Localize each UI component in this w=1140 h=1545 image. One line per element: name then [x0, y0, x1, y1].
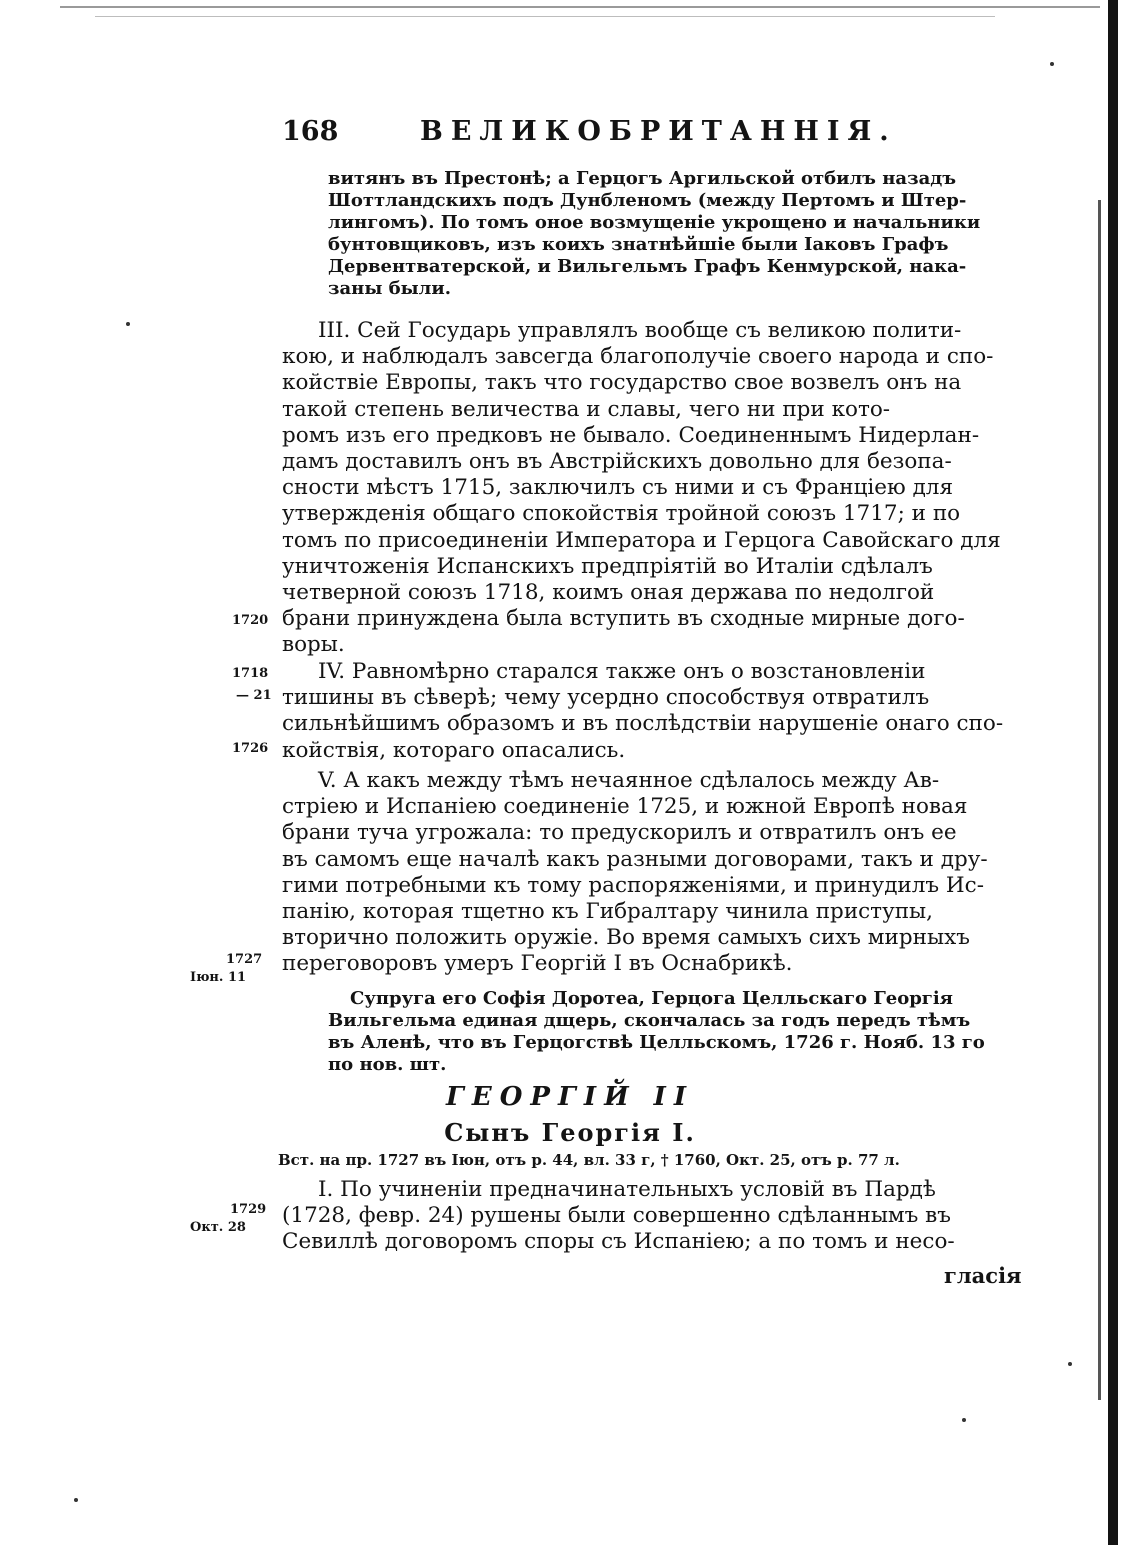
paragraph-line: (1728, февр. 24) рушены были совершенно сдѣланнымъ въ [282, 1203, 951, 1229]
paragraph-line: вторично положить оружiе. Во время самыхъ сихъ мирныхъ [282, 925, 970, 951]
paragraph-line: койствiе Европы, такъ что государство свое возвелъ онъ на [282, 370, 962, 396]
paragraph-line: брани принуждена была вступить въ сходные мирные дого- [282, 606, 965, 632]
reign-dates-line: Вст. на пр. 1727 въ Iюн, отъ р. 44, вл. 33 г, † 1760, Окт. 25, отъ р. 77 л. [278, 1151, 900, 1169]
section-subtitle: Сынъ Георгiя I. [444, 1118, 696, 1147]
margin-year-21: — 21 [236, 688, 272, 703]
paragraph-line: тишины въ сѣверѣ; чему усердно способствуя отвратилъ [282, 685, 930, 711]
paragraph-line: V. А какъ между тѣмъ нечаянное сдѣлалось между Ав- [318, 768, 940, 793]
top-border-rule [60, 6, 1100, 8]
section-title: ГЕОРГIЙ II [445, 1082, 695, 1112]
note-top [328, 168, 1028, 300]
note-bottom-line: по нов. шт. [328, 1054, 447, 1075]
note-top-line: витянъ въ Престонѣ; а Герцогъ Аргильской отбилъ назадъ [328, 168, 957, 189]
page-edge [1108, 0, 1118, 1545]
paragraph-line: панiю, которая тщетно къ Гибралтару чинила приступы, [282, 899, 934, 925]
margin-year-1718: 1718 [232, 666, 269, 681]
paragraph-5 [282, 768, 1028, 978]
paragraph-1 [282, 1177, 1028, 1256]
page-number: 168 [282, 116, 339, 147]
paragraph-line: утвержденiя общаго спокойствiя тройной союзъ 1717; и по [282, 501, 961, 527]
scan-speck [962, 1418, 966, 1422]
scan-speck [1068, 1362, 1072, 1366]
paragraph-line: III. Сей Государь управлялъ вообще съ великою полити- [318, 318, 962, 343]
margin-year-1729: 1729 [230, 1202, 267, 1217]
scan-speck [1050, 62, 1054, 66]
paragraph-line: Севиллѣ договоромъ споры съ Испанiею; а по томъ и несо- [282, 1229, 955, 1255]
paragraph-line: ромъ изъ его предковъ не бывало. Соединеннымъ Нидерлан- [282, 422, 980, 448]
note-bottom-line: въ Аленѣ, что въ Герцогствѣ Целльскомъ, 1726 г. Нояб. 13 го [328, 1032, 985, 1053]
margin-year-1726: 1726 [232, 741, 269, 756]
paragraph-line: койствiя, котораго опасались. [282, 737, 626, 763]
catchword: гласiя [944, 1263, 1022, 1288]
paragraph-4 [282, 659, 1028, 764]
paragraph-line: сильнѣйшимъ образомъ и въ послѣдствiи нарушенiе онаго спо- [282, 711, 1004, 737]
paragraph-line: сности мѣстъ 1715, заключилъ съ ними и съ Францiею для [282, 475, 954, 501]
page-edge-shadow [1098, 200, 1101, 1400]
paragraph-line: брани туча угрожала: то предускорилъ и отвратилъ онъ ее [282, 820, 957, 846]
margin-date-october: Окт. 28 [190, 1220, 246, 1235]
paragraph-line: стрiею и Испанiею соединенiе 1725, и южной Европѣ новая [282, 794, 968, 820]
scan-speck [74, 1498, 78, 1502]
note-top-line: бунтовщиковъ, изъ коихъ знатнѣйшiе были Iаковъ Графъ [328, 234, 949, 255]
paragraph-line: гими потребными къ тому распоряженiями, и принудилъ Ис- [282, 872, 984, 898]
paragraph-line: дамъ доставилъ онъ въ Австрiйскихъ довольно для безопа- [282, 449, 952, 475]
paragraph-line: томъ по присоединенiи Императора и Герцога Савойскаго для [282, 527, 1001, 553]
paragraph-line: въ самомъ еще началѣ какъ разными договорами, такъ и дру- [282, 846, 988, 872]
margin-year-1720: 1720 [232, 613, 269, 628]
paragraph-line: IV. Равномѣрно старался также онъ о возстановленiи [318, 659, 926, 684]
paragraph-line: переговоровъ умеръ Георгiй I въ Оснабрикѣ. [282, 951, 793, 977]
margin-year-1727: 1727 [226, 952, 263, 967]
paragraph-line: такой степень величества и славы, чего ни при кото- [282, 396, 891, 422]
margin-date-june: Iюн. 11 [190, 970, 247, 985]
scan-speck [126, 322, 130, 326]
note-top-line: лингомъ). По томъ оное возмущенiе укрощено и начальники [328, 212, 981, 233]
running-head: ВЕЛИКОБРИТАННIЯ. [420, 116, 897, 147]
note-top-line: Шоттландскихъ подъ Дунбленомъ (между Пертомъ и Штер- [328, 190, 967, 211]
paragraph-line: уничтоженiя Испанскихъ предпрiятiй во Италiи сдѣлалъ [282, 553, 933, 579]
note-bottom [328, 988, 1028, 1076]
top-border-rule-secondary [95, 16, 995, 17]
paragraph-3 [282, 318, 1028, 659]
paragraph-line: I. По учиненiи предначинательныхъ условiй въ Пардѣ [318, 1177, 936, 1202]
paragraph-line: кою, и наблюдалъ завсегда благополучiе своего народа и спо- [282, 344, 994, 370]
note-bottom-line: Вильгельма единая дщерь, скончалась за годъ передъ тѣмъ [328, 1010, 971, 1031]
paragraph-line: воры. [282, 632, 345, 658]
note-top-line: заны были. [328, 278, 451, 299]
note-top-line: Дервентватерской, и Вильгельмъ Графъ Кенмурской, нака- [328, 256, 967, 277]
paragraph-line: четверной союзъ 1718, коимъ оная держава по недолгой [282, 580, 935, 606]
note-bottom-line: Супруга его Софiя Доротеа, Герцога Целльскаго Георгiя [350, 988, 953, 1009]
